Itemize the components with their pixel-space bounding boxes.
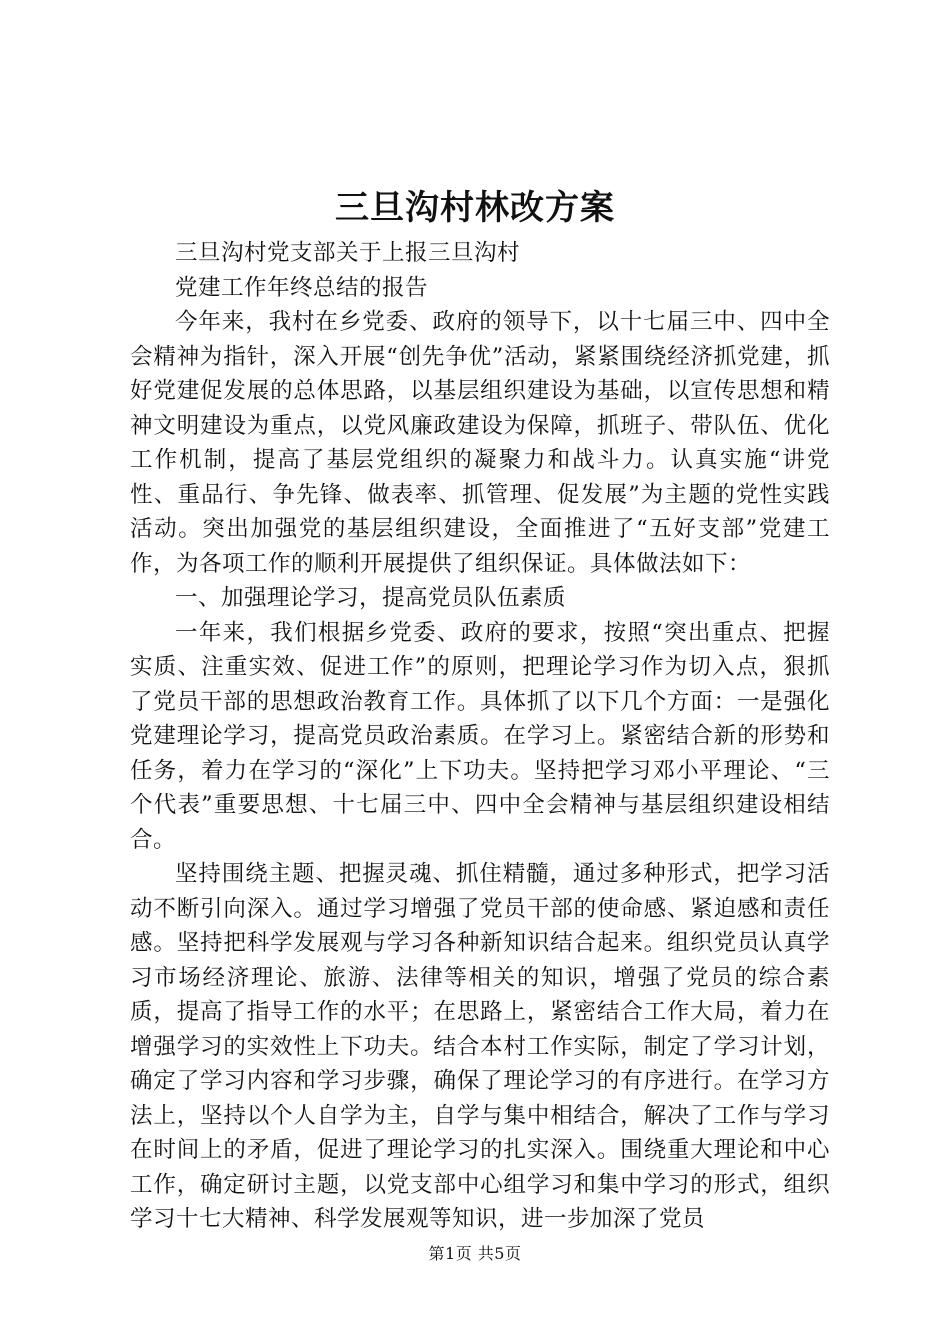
paragraph: 党建工作年终总结的报告 <box>175 274 429 301</box>
document-body <box>130 236 830 1237</box>
paragraph: 坚持围绕主题、把握灵魂、抓住精髓，通过多种形式，把学习活动不断引向深入。通过学习增强了党员干部的使命感、紧迫感和责任感。坚持把科学发展观与学习各种新知识结合起来。组织党员认真学习市场经济理论、旅游、法律等相关的知识，增强了党员的综合素质，提高了指导工作的水平；在思路上，紧密结合工作大局，着力在增强学习的实效性上下功夫。结合本村工作实际，制定了学习计划，确定了学习内容和学习步骤，确保了理论学习的有序进行。在学习方法上，坚持以个人自学为主，自学与集中相结合，解决了工作与学习在时间上的矛盾，促进了理论学习的扎实深入。围绕重大理论和中心工作，确定研讨主题，以党支部中心组学习和集中学习的形式，组织学习十七大精神、科学发展观等知识，进一步加深了党员 <box>130 861 830 1232</box>
paragraph: 一年来，我们根据乡党委、政府的要求，按照“突出重点、把握实质、注重实效、促进工作”的原则，把理论学习作为切入点，狠抓了党员干部的思想政治教育工作。具体抓了以下几个方面：一是强化党建理论学习，提高党员政治素质。在学习上。紧密结合新的形势和任务，着力在学习的“深化”上下功夫。坚持把学习邓小平理论、“三个代表”重要思想、十七届三中、四中全会精神与基层组织建设相结合。 <box>130 619 830 853</box>
document-title: 三旦沟村林改方案 <box>335 188 615 228</box>
paragraph: 三旦沟村党支部关于上报三旦沟村 <box>175 240 521 266</box>
paragraph: 今年来，我村在乡党委、政府的领导下，以十七届三中、四中全会精神为指针，深入开展“创先争优”活动，紧紧围绕经济抓党建，抓好党建促发展的总体思路，以基层组织建设为基础，以宣传思想和精神文明建设为重点，以党风廉政建设为保障，抓班子、带队伍、优化工作机制，提高了基层党组织的凝聚力和战斗力。认真实施“讲党性、重品行、争先锋、做表率、抓管理、促发展”为主题的党性实践活动。突出加强党的基层组织建设，全面推进了“五好支部”党建工作，为各项工作的顺利开展提供了组织保证。具体做法如下： <box>130 309 830 577</box>
section-heading: 一、加强理论学习，提高党员队伍素质 <box>175 585 567 611</box>
page-number-footer: 第1页 共5页 <box>428 1244 522 1263</box>
